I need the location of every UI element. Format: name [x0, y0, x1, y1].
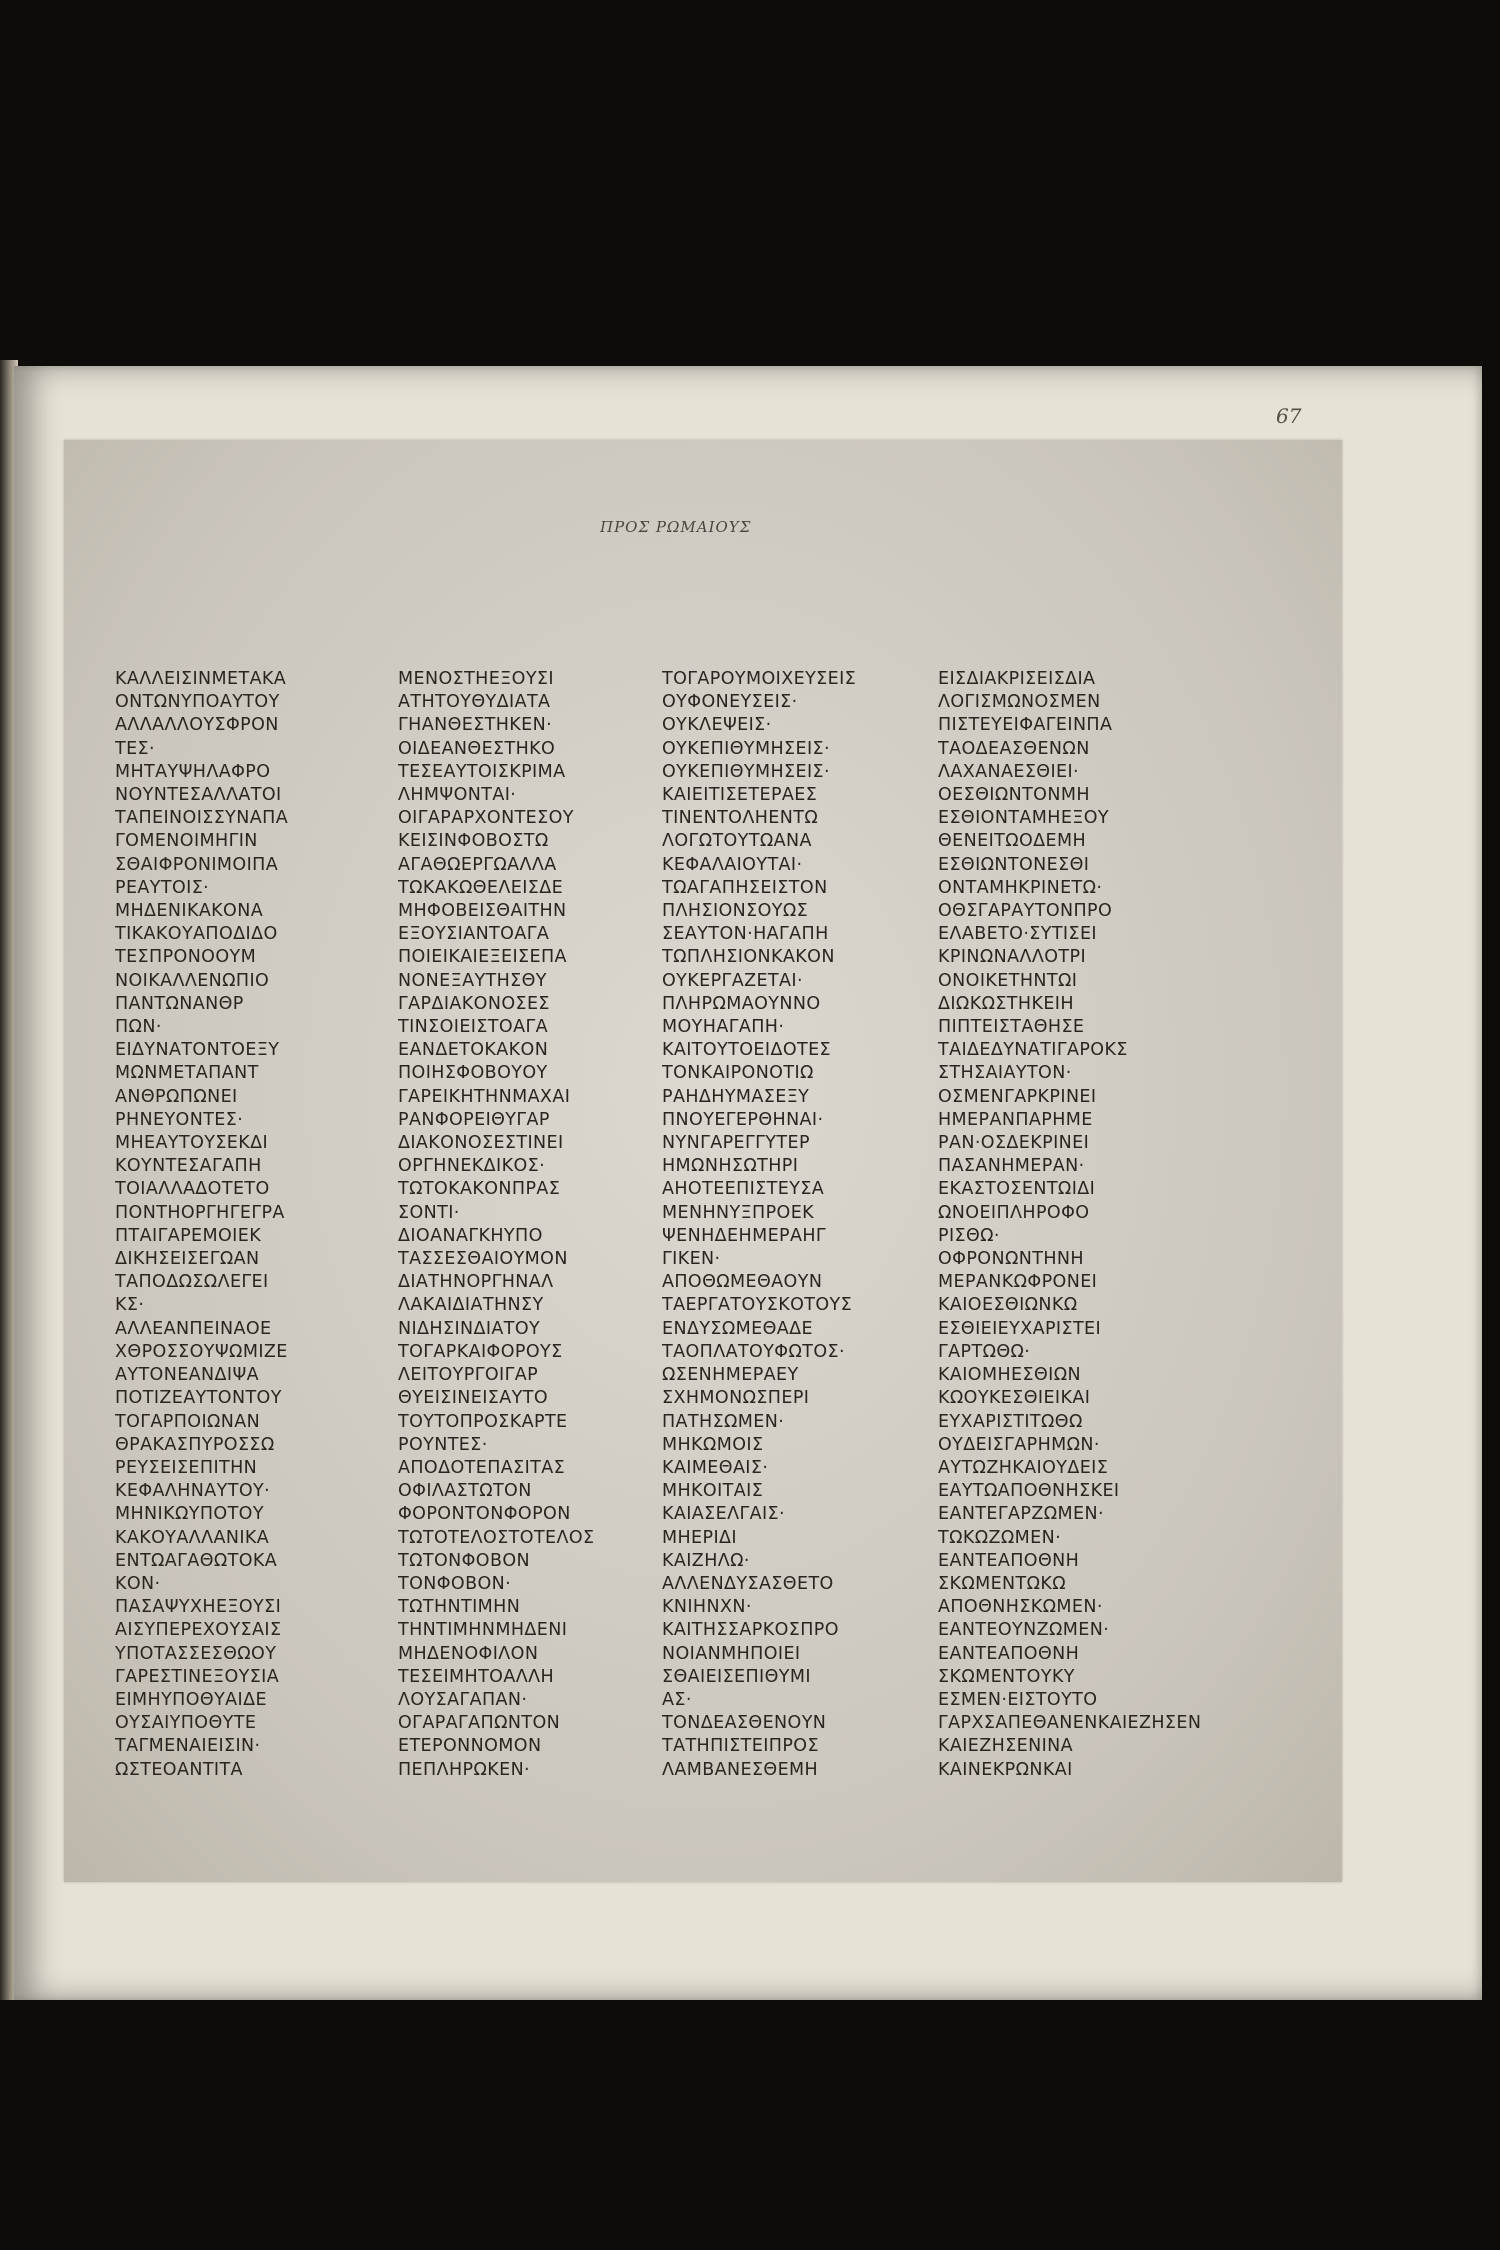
manuscript-line: ΚΩΟΥΚΕΣΘΙΕΙΚΑΙ — [938, 1388, 1091, 1409]
manuscript-line: ΤΕΣΠΡΟΝΟΟΥΜ — [115, 947, 257, 968]
manuscript-line: ΓΙΚΕΝ· — [662, 1249, 721, 1270]
manuscript-line: ΝΟΙΚΑΛΛΕΝΩΠΙΟ — [115, 970, 270, 991]
manuscript-line: ΚΑΙΕΙΤΙΣΕΤΕΡΑΕΣ — [662, 785, 818, 806]
manuscript-line: ΠΩΝ· — [115, 1017, 162, 1038]
manuscript-line: ΡΟΥΝΤΕΣ· — [398, 1434, 488, 1455]
manuscript-line: ΘΥΕΙΣΙΝΕΙΣΑΥΤΟ — [398, 1388, 548, 1409]
manuscript-line: ΚΑΙΟΕΣΘΙΩΝΚΩ — [938, 1295, 1078, 1316]
manuscript-line: ΜΗΕΡΙΔΙ — [662, 1527, 737, 1548]
manuscript-line: ΝΙΔΗΣΙΝΔΙΑΤΟΥ — [398, 1318, 541, 1339]
manuscript-line: ΤΑΟΔΕΑΣΘΕΝΩΝ — [938, 738, 1090, 759]
manuscript-line: ΡΕΥΣΕΙΣΕΠΙΤΗΝ — [115, 1457, 258, 1478]
manuscript-line: ΤΟΝΦΟΒΟΝ· — [398, 1573, 512, 1594]
manuscript-line: ΣΚΩΜΕΝΤΟΥΚΥ — [938, 1666, 1075, 1687]
manuscript-line: ΤΩΠΛΗΣΙΟΝΚΑΚΟΝ — [662, 947, 835, 968]
manuscript-line: ΠΤΑΙΓΑΡΕΜΟΙΕΚ — [115, 1225, 262, 1246]
manuscript-line: ΑΓΑΘΩΕΡΓΩΑΛΛΑ — [398, 854, 557, 875]
manuscript-line: ΤΟΓΑΡΠΟΙΩΝΑΝ — [115, 1411, 261, 1432]
manuscript-line: ΟΕΣΘΙΩΝΤΟΝΜΗ — [938, 785, 1090, 806]
manuscript-line: ΚΑΙΤΗΣΣΑΡΚΟΣΠΡΟ — [662, 1620, 839, 1641]
manuscript-line: ΚΑΙΜΕΘΑΙΣ· — [662, 1457, 769, 1478]
manuscript-line: ΘΡΑΚΑΣΠΥΡΟΣΣΩ — [115, 1434, 275, 1455]
manuscript-line: ΣΚΩΜΕΝΤΩΚΩ — [938, 1573, 1067, 1594]
manuscript-line: ΤΟΙΑΛΛΑΔΟΤΕΤΟ — [115, 1179, 270, 1200]
manuscript-line: ΤΙΝΣΟΙΕΙΣΤΟΑΓΑ — [398, 1017, 548, 1038]
manuscript-line: ΕΣΘΙΕΙΕΥΧΑΡΙΣΤΕΙ — [938, 1318, 1102, 1339]
manuscript-line: ΓΑΡΔΙΑΚΟΝΟΣΕΣ — [398, 993, 550, 1014]
manuscript-line: ΤΑΓΜΕΝΑΙΕΙΣΙΝ· — [115, 1736, 261, 1757]
manuscript-line: ΠΟΙΕΙΚΑΙΕΞΕΙΣΕΠΑ — [398, 947, 567, 968]
manuscript-line: ΔΙΑΤΗΝΟΡΓΗΝΑΛ — [398, 1272, 554, 1293]
manuscript-line: ΕΝΤΩΑΓΑΘΩΤΟΚΑ — [115, 1550, 278, 1571]
manuscript-line: ΜΗΚΟΙΤΑΙΣ — [662, 1481, 764, 1502]
manuscript-line: ΕΙΔΥΝΑΤΟΝΤΟΕΞΥ — [115, 1040, 280, 1061]
manuscript-line: ΕΑΝΤΕΑΠΟΘΝΗ — [938, 1550, 1080, 1571]
manuscript-line: ΟΦΙΛΑΣΤΩΤΟΝ — [398, 1481, 532, 1502]
manuscript-line: ΜΗΔΕΝΟΦΙΛΟΝ — [398, 1643, 539, 1664]
manuscript-line: ΣΧΗΜΟΝΩΣΠΕΡΙ — [662, 1388, 810, 1409]
manuscript-line: ΟΥΣΑΙΥΠΟΘΥΤΕ — [115, 1713, 257, 1734]
manuscript-line: ΨΕΝΗΔΕΗΜΕΡΑΗΓ — [662, 1225, 827, 1246]
manuscript-line: ΤΙΝΕΝΤΟΛΗΕΝΤΩ — [662, 808, 819, 829]
manuscript-line: ΚΑΙΤΟΥΤΟΕΙΔΟΤΕΣ — [662, 1040, 831, 1061]
manuscript-line: ΠΑΣΑΝΗΜΕΡΑΝ· — [938, 1156, 1085, 1177]
manuscript-line: ΚΕΦΑΛΑΙΟΥΤΑΙ· — [662, 854, 803, 875]
manuscript-line: ΑΝΘΡΩΠΩΝΕΙ — [115, 1086, 238, 1107]
manuscript-line: ΑΠΟΔΟΤΕΠΑΣΙΤΑΣ — [398, 1457, 566, 1478]
manuscript-line: ΔΙΑΚΟΝΟΣΕΣΤΙΝΕΙ — [398, 1133, 564, 1154]
manuscript-line: ΤΑΟΠΛΑΤΟΥΦΩΤΟΣ· — [662, 1341, 845, 1362]
manuscript-line: ΑΥΤΟΝΕΑΝΔΙΨΑ — [115, 1365, 260, 1386]
manuscript-line: ΑΛΛΕΝΔΥΣΑΣΘΕΤΟ — [662, 1573, 834, 1594]
manuscript-line: ΜΕΝΗΝΥΞΠΡΟΕΚ — [662, 1202, 815, 1223]
manuscript-line: ΤΩΤΗΝΤΙΜΗΝ — [398, 1597, 521, 1618]
manuscript-line: ΠΙΣΤΕΥΕΙΦΑΓΕΙΝΠΑ — [938, 715, 1113, 736]
manuscript-line: ΣΤΗΣΑΙΑΥΤΟΝ· — [938, 1063, 1072, 1084]
manuscript-line: ΟΥΚΛΕΨΕΙΣ· — [662, 715, 772, 736]
manuscript-line: ΚΟΥΝΤΕΣΑΓΑΠΗ — [115, 1156, 262, 1177]
manuscript-line: ΤΑΙΔΕΔΥΝΑΤΙΓΑΡΟΚΣ — [938, 1040, 1128, 1061]
manuscript-line: ΧΘΡΟΣΣΟΥΨΩΜΙΖΕ — [115, 1341, 288, 1362]
manuscript-line: ΤΕΣΕΙΜΗΤΟΑΛΛΗ — [398, 1666, 555, 1687]
manuscript-line: ΤΩΤΟΝΦΟΒΟΝ — [398, 1550, 531, 1571]
manuscript-line: ΤΩΚΑΚΩΘΕΛΕΙΣΔΕ — [398, 877, 564, 898]
manuscript-line: ΓΑΡΤΩΘΩ· — [938, 1341, 1031, 1362]
manuscript-line: ΛΑΜΒΑΝΕΣΘΕΜΗ — [662, 1759, 819, 1780]
manuscript-line: ΑΠΟΘΩΜΕΘΑΟΥΝ — [662, 1272, 823, 1293]
manuscript-line: ΓΟΜΕΝΟΙΜΗΓΙΝ — [115, 831, 258, 852]
manuscript-line: ΝΥΝΓΑΡΕΓΓΥΤΕΡ — [662, 1133, 810, 1154]
manuscript-line: ΕΙΜΗΥΠΟΘΥΑΙΔΕ — [115, 1689, 267, 1710]
manuscript-line: ΚΟΝ· — [115, 1573, 161, 1594]
manuscript-line: ΕΥΧΑΡΙΣΤΙΤΩΘΩ — [938, 1411, 1083, 1432]
manuscript-line: ΝΟΙΑΝΜΗΠΟΙΕΙ — [662, 1643, 801, 1664]
manuscript-line: ΚΑΛΛΕΙΣΙΝΜΕΤΑΚΑ — [115, 669, 287, 689]
manuscript-line: ΕΑΝΤΕΓΑΡΖΩΜΕΝ· — [938, 1504, 1104, 1525]
manuscript-line: ΣΕΑΥΤΟΝ·ΗΑΓΑΠΗ — [662, 924, 829, 945]
manuscript-line: ΟΙΔΕΑΝΘΕΣΤΗΚΟ — [398, 738, 556, 759]
manuscript-line: ΠΛΗΡΩΜΑΟΥΝΝΟ — [662, 993, 821, 1014]
manuscript-line: ΕΤΕΡΟΝΝΟΜΟΝ — [398, 1736, 542, 1757]
manuscript-line: ΠΟΙΗΣΦΟΒΟΥΟΥ — [398, 1063, 548, 1084]
manuscript-line: ΟΥΚΕΡΓΑΖΕΤΑΙ· — [662, 970, 803, 991]
manuscript-line: ΗΜΩΝΗΣΩΤΗΡΙ — [662, 1156, 799, 1177]
manuscript-line: ΡΕΑΥΤΟΙΣ· — [115, 877, 210, 898]
manuscript-line: ΟΝΤΩΝΥΠΟΑΥΤΟΥ — [115, 692, 280, 713]
manuscript-line: ΟΓΑΡΑΓΑΠΩΝΤΟΝ — [398, 1713, 561, 1734]
manuscript-line: ΚΑΙΝΕΚΡΩΝΚΑΙ — [938, 1759, 1073, 1780]
manuscript-line: ΠΑΣΑΨΥΧΗΕΞΟΥΣΙ — [115, 1597, 282, 1618]
manuscript-line: ΝΟΝΕΞΑΥΤΗΣΘΥ — [398, 970, 547, 991]
manuscript-line: ΚΑΙΑΣΕΛΓΑΙΣ· — [662, 1504, 785, 1525]
manuscript-line: ΜΗΕΑΥΤΟΥΣΕΚΔΙ — [115, 1133, 269, 1154]
manuscript-line: ΜΗΔΕΝΙΚΑΚΟΝΑ — [115, 901, 264, 922]
manuscript-line: ΠΟΤΙΖΕΑΥΤΟΝΤΟΥ — [115, 1388, 282, 1409]
manuscript-line: ΤΕΣ· — [115, 738, 155, 759]
manuscript-line: ΡΙΣΘΩ· — [938, 1225, 1000, 1246]
manuscript-line: ΑΗΟΤΕΕΠΙΣΤΕΥΣΑ — [662, 1179, 825, 1200]
manuscript-line: ΤΑΠΟΔΩΣΩΛΕΓΕΙ — [115, 1272, 269, 1293]
manuscript-line: ΛΗΜΨΟΝΤΑΙ· — [398, 785, 517, 806]
manuscript-line: ΠΑΝΤΩΝΑΝΘΡ — [115, 993, 244, 1014]
manuscript-line: ΤΑΣΣΕΣΘΑΙΟΥΜΟΝ — [398, 1249, 568, 1270]
manuscript-line: ΔΙΩΚΩΣΤΗΚΕΙΗ — [938, 993, 1074, 1014]
manuscript-line: ΤΙΚΑΚΟΥΑΠΟΔΙΔΟ — [115, 924, 278, 945]
manuscript-line: ΟΥΦΟΝΕΥΣΕΙΣ· — [662, 692, 798, 713]
manuscript-line: ΤΩΤΟΚΑΚΟΝΠΡΑΣ — [398, 1179, 561, 1200]
manuscript-line: ΦΟΡΟΝΤΟΝΦΟΡΟΝ — [398, 1504, 571, 1525]
manuscript-line: ΠΟΝΤΗΟΡΓΗΓΕΓΡΑ — [115, 1202, 285, 1223]
manuscript-line: ΜΩΝΜΕΤΑΠΑΝΤ — [115, 1063, 259, 1084]
manuscript-line: ΚΑΙΕΖΗΣΕΝΙΝΑ — [938, 1736, 1074, 1757]
manuscript-line: ΩΝΟΕΙΠΛΗΡΟΦΟ — [938, 1202, 1090, 1223]
manuscript-line: ΔΙΟΑΝΑΓΚΗΥΠΟ — [398, 1225, 543, 1246]
manuscript-line: ΑΥΤΩΖΗΚΑΙΟΥΔΕΙΣ — [938, 1457, 1109, 1478]
manuscript-line: ΕΞΟΥΣΙΑΝΤΟΑΓΑ — [398, 924, 550, 945]
manuscript-line: ΡΑΗΔΗΥΜΑΣΕΞΥ — [662, 1086, 810, 1107]
manuscript-line: ΤΑΤΗΠΙΣΤΕΙΠΡΟΣ — [662, 1736, 819, 1757]
manuscript-line: ΤΟΓΑΡΚΑΙΦΟΡΟΥΣ — [398, 1341, 563, 1362]
manuscript-line: ΜΕΝΟΣΤΗΕΞΟΥΣΙ — [398, 669, 554, 689]
manuscript-line: ΤΟΝΚΑΙΡΟΝΟΤΙΩ — [662, 1063, 814, 1084]
manuscript-line: ΟΣΜΕΝΓΑΡΚΡΙΝΕΙ — [938, 1086, 1097, 1107]
manuscript-line: ΑΠΟΘΝΗΣΚΩΜΕΝ· — [938, 1597, 1103, 1618]
manuscript-line: ΠΛΗΣΙΟΝΣΟΥΩΣ — [662, 901, 809, 922]
text-column-4 — [938, 668, 1214, 1782]
manuscript-line: ΑΣ· — [662, 1689, 692, 1710]
manuscript-line: ΜΗΤΑΥΨΗΛΑΦΡΟ — [115, 761, 271, 782]
manuscript-line: ΛΑΚΑΙΔΙΑΤΗΝΣΥ — [398, 1295, 544, 1316]
manuscript-line: ΟΥΚΕΠΙΘΥΜΗΣΕΙΣ· — [662, 738, 830, 759]
manuscript-line: ΟΘΣΓΑΡΑΥΤΟΝΠΡΟ — [938, 901, 1113, 922]
manuscript-line: ΛΟΓΙΣΜΩΝΟΣΜΕΝ — [938, 692, 1101, 713]
manuscript-line: ΡΑΝΦΟΡΕΙΘΥΓΑΡ — [398, 1109, 550, 1130]
manuscript-line: ΚΑΙΖΗΛΩ· — [662, 1550, 750, 1571]
manuscript-line: ΤΩΤΟΤΕΛΟΣΤΟΤΕΛΟΣ — [398, 1527, 595, 1548]
manuscript-line: ΓΑΡΕΙΚΗΤΗΝΜΑΧΑΙ — [398, 1086, 571, 1107]
manuscript-line: ΤΟΥΤΟΠΡΟΣΚΑΡΤΕ — [398, 1411, 568, 1432]
manuscript-line: ΛΕΙΤΟΥΡΓΟΙΓΑΡ — [398, 1365, 539, 1386]
manuscript-line: ΥΠΟΤΑΣΣΕΣΘΩΟΥ — [115, 1643, 277, 1664]
manuscript-line: ΠΙΠΤΕΙΣΤΑΘΗΣΕ — [938, 1017, 1085, 1038]
manuscript-line: ΕΙΣΔΙΑΚΡΙΣΕΙΣΔΙΑ — [938, 669, 1096, 689]
manuscript-line: ΑΛΛΕΑΝΠΕΙΝΑΟΕ — [115, 1318, 272, 1339]
manuscript-line: ΤΑΠΕΙΝΟΙΣΣΥΝΑΠΑ — [115, 808, 289, 829]
manuscript-line: ΕΣΘΙΟΝΤΑΜΗΕΞΟΥ — [938, 808, 1110, 829]
text-column-3 — [662, 668, 938, 1782]
manuscript-line: ΕΣΜΕΝ·ΕΙΣΤΟΥΤΟ — [938, 1689, 1098, 1710]
manuscript-line: ΠΕΠΛΗΡΩΚΕΝ· — [398, 1759, 531, 1780]
manuscript-line: ΩΣΤΕΟΑΝΤΙΤΑ — [115, 1759, 243, 1780]
manuscript-line: ΤΟΝΔΕΑΣΘΕΝΟΥΝ — [662, 1713, 827, 1734]
manuscript-line: ΡΗΝΕΥΟΝΤΕΣ· — [115, 1109, 244, 1130]
manuscript-line: ΟΙΓΑΡΑΡΧΟΝΤΕΣΟΥ — [398, 808, 574, 829]
manuscript-line: ΜΟΥΗΑΓΑΠΗ· — [662, 1017, 785, 1038]
manuscript-line: ΤΑΕΡΓΑΤΟΥΣΚΟΤΟΥΣ — [662, 1295, 853, 1316]
manuscript-line: ΟΡΓΗΝΕΚΔΙΚΟΣ· — [398, 1156, 546, 1177]
manuscript-line: ΤΩΚΩΖΩΜΕΝ· — [938, 1527, 1062, 1548]
manuscript-line: ΓΗΑΝΘΕΣΤΗΚΕΝ· — [398, 715, 553, 736]
manuscript-line: ΤΟΓΑΡΟΥΜΟΙΧΕΥΣΕΙΣ — [662, 669, 857, 689]
manuscript-line: ΜΗΝΙΚΩΥΠΟΤΟΥ — [115, 1504, 264, 1525]
manuscript-line: ΑΙΣΥΠΕΡΕΧΟΥΣΑΙΣ — [115, 1620, 282, 1641]
manuscript-line: ΗΜΕΡΑΝΠΑΡΗΜΕ — [938, 1109, 1093, 1130]
manuscript-line: ΕΑΥΤΩΑΠΟΘΝΗΣΚΕΙ — [938, 1481, 1120, 1502]
manuscript-line: ΠΑΤΗΣΩΜΕΝ· — [662, 1411, 785, 1432]
manuscript-line: ΠΝΟΥΕΓΕΡΘΗΝΑΙ· — [662, 1109, 824, 1130]
manuscript-line: ΕΛΑΒΕΤΟ·ΣΥΤΙΣΕΙ — [938, 924, 1097, 945]
manuscript-line: ΕΣΘΙΩΝΤΟΝΕΣΘΙ — [938, 854, 1090, 875]
manuscript-line: ΤΗΝΤΙΜΗΝΜΗΔΕΝΙ — [398, 1620, 568, 1641]
manuscript-line: ΚΕΦΑΛΗΝΑΥΤΟΥ· — [115, 1481, 271, 1502]
manuscript-line: ΩΣΕΝΗΜΕΡΑΕΥ — [662, 1365, 799, 1386]
manuscript-line: ΕΑΝΤΕΑΠΟΘΝΗ — [938, 1643, 1080, 1664]
manuscript-line: ΜΗΚΩΜΟΙΣ — [662, 1434, 764, 1455]
running-title: ΠΡΟΣ ΡΩΜΑΙΟΥΣ — [600, 518, 752, 536]
manuscript-line: ΤΕΣΕΑΥΤΟΙΣΚΡΙΜΑ — [398, 761, 566, 782]
manuscript-line: ΟΦΡΟΝΩΝΤΗΝΗ — [938, 1249, 1084, 1270]
manuscript-line: ΛΟΓΩΤΟΥΤΩΑΝΑ — [662, 831, 812, 852]
manuscript-line: ΕΚΑΣΤΟΣΕΝΤΩΙΔΙ — [938, 1179, 1096, 1200]
manuscript-line: ΟΝΟΙΚΕΤΗΝΤΩΙ — [938, 970, 1078, 991]
page-number: 67 — [1276, 404, 1302, 428]
text-column-1 — [115, 668, 391, 1782]
manuscript-line: ΓΑΡΕΣΤΙΝΕΞΟΥΣΙΑ — [115, 1666, 280, 1687]
manuscript-line: ΛΟΥΣΑΓΑΠΑΝ· — [398, 1689, 528, 1710]
manuscript-line: ΝΟΥΝΤΕΣΑΛΛΑΤΟΙ — [115, 785, 282, 806]
manuscript-line: ΔΙΚΗΣΕΙΣΕΓΩΑΝ — [115, 1249, 260, 1270]
manuscript-line: ΚΑΙΟΜΗΕΣΘΙΩΝ — [938, 1365, 1081, 1386]
manuscript-line: ΛΑΧΑΝΑΕΣΘΙΕΙ· — [938, 761, 1079, 782]
manuscript-line: ΚΣ· — [115, 1295, 145, 1316]
manuscript-line: ΟΥΔΕΙΣΓΑΡΗΜΩΝ· — [938, 1434, 1100, 1455]
text-column-2 — [398, 668, 674, 1782]
manuscript-line: ΕΑΝΤΕΟΥΝΖΩΜΕΝ· — [938, 1620, 1110, 1641]
manuscript-line: ΤΩΑΓΑΠΗΣΕΙΣΤΟΝ — [662, 877, 828, 898]
manuscript-line: ΣΘΑΙΕΙΣΕΠΙΘΥΜΙ — [662, 1666, 811, 1687]
manuscript-line: ΕΝΔΥΣΩΜΕΘΑΔΕ — [662, 1318, 813, 1339]
manuscript-line: ΚΕΙΣΙΝΦΟΒΟΣΤΩ — [398, 831, 549, 852]
manuscript-line: ΚΑΚΟΥΑΛΛΑΝΙΚΑ — [115, 1527, 270, 1548]
manuscript-line: ΜΕΡΑΝΚΩΦΡΟΝΕΙ — [938, 1272, 1098, 1293]
manuscript-line: ΑΤΗΤΟΥΘΥΔΙΑΤΑ — [398, 692, 551, 713]
manuscript-line: ΡΑΝ·ΟΣΔΕΚΡΙΝΕΙ — [938, 1133, 1090, 1154]
manuscript-line: ΑΛΛΑΛΛΟΥΣΦΡΟΝ — [115, 715, 279, 736]
manuscript-line: ΕΑΝΔΕΤΟΚΑΚΟΝ — [398, 1040, 549, 1061]
manuscript-line: ΟΥΚΕΠΙΘΥΜΗΣΕΙΣ· — [662, 761, 830, 782]
manuscript-line: ΣΟΝΤΙ· — [398, 1202, 460, 1223]
manuscript-line: ΘΕΝΕΙΤΩΟΔΕΜΗ — [938, 831, 1087, 852]
manuscript-line: ΟΝΤΑΜΗΚΡΙΝΕΤΩ· — [938, 877, 1103, 898]
manuscript-line: ΓΑΡΧΣΑΠΕΘΑΝΕΝΚΑΙΕΖΗΣΕΝ — [938, 1713, 1202, 1734]
manuscript-line: ΜΗΦΟΒΕΙΣΘΑΙΤΗΝ — [398, 901, 567, 922]
manuscript-line: ΚΝΙΗΝΧΝ· — [662, 1597, 752, 1618]
manuscript-line: ΣΘΑΙΦΡΟΝΙΜΟΙΠΑ — [115, 854, 279, 875]
manuscript-line: ΚΡΙΝΩΝΑΛΛΟΤΡΙ — [938, 947, 1087, 968]
